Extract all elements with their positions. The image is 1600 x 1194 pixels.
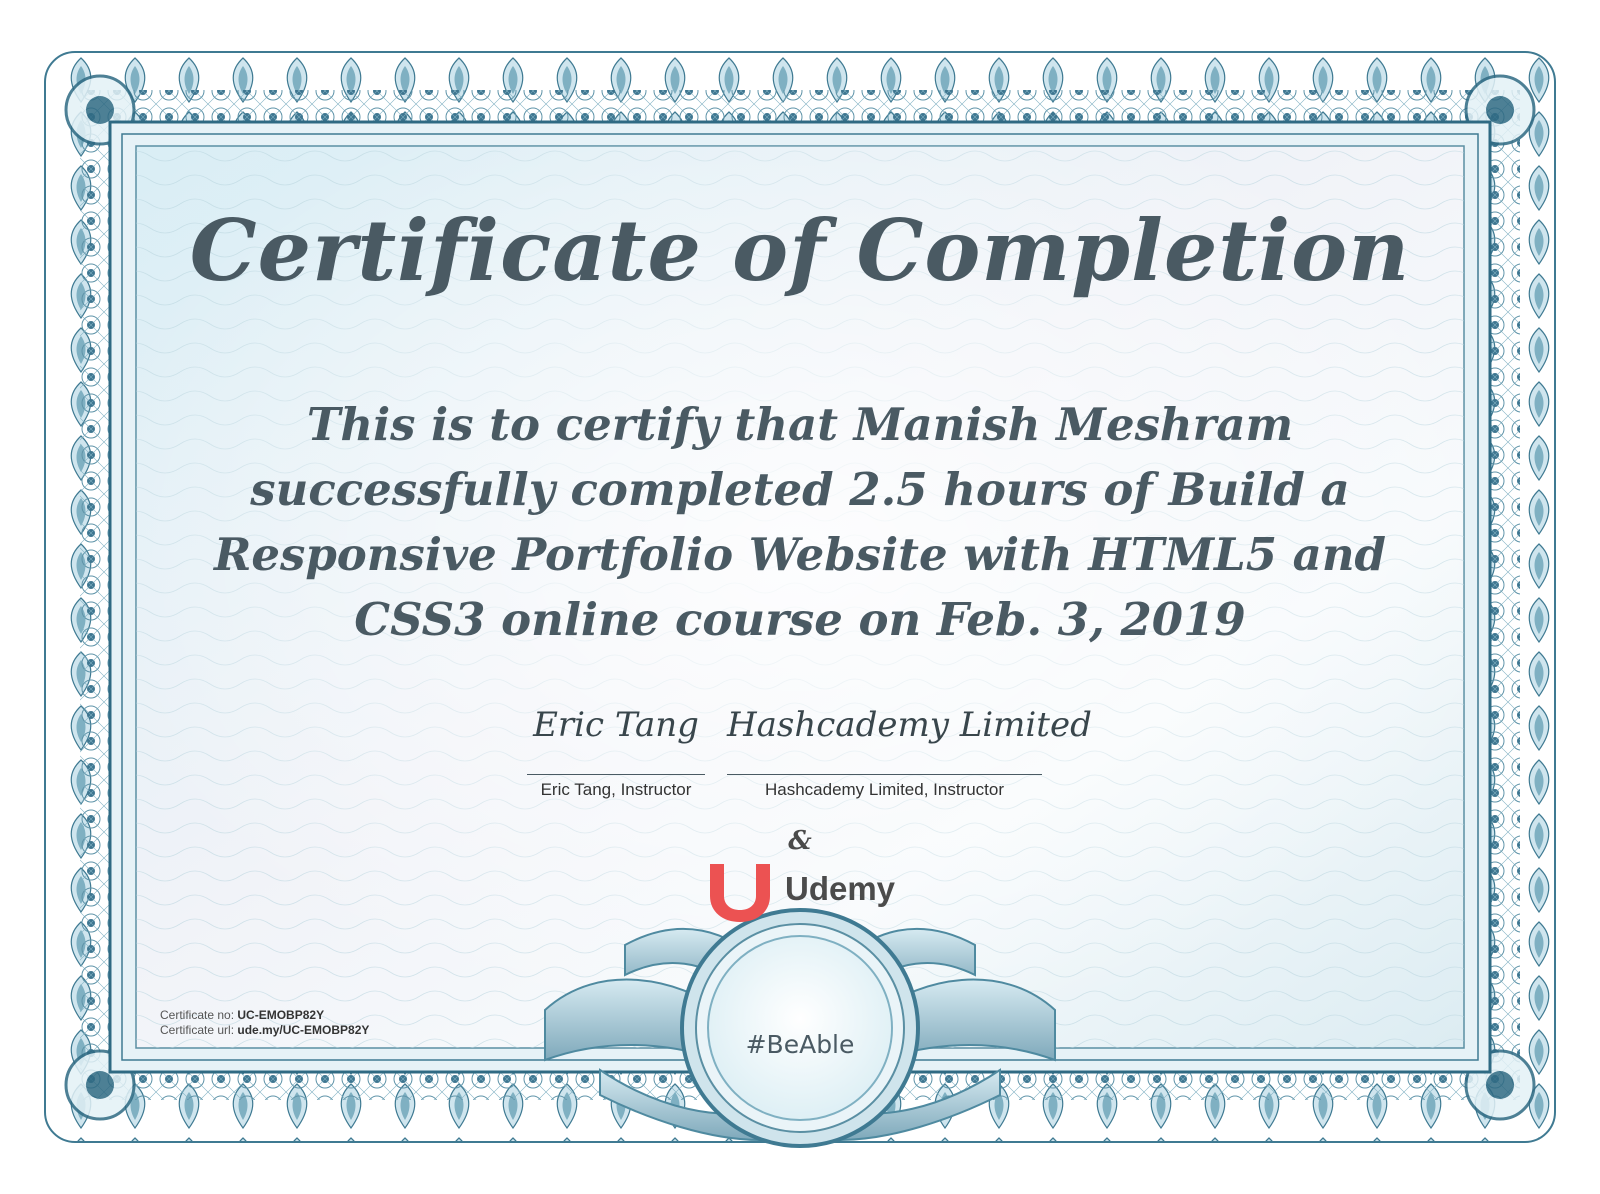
signature-hashcademy: Hashcademy Limited — [727, 705, 1092, 745]
signature-line — [727, 774, 1042, 775]
seal-hashtag: #BeAble — [745, 1030, 855, 1059]
signature-eric-tang: Eric Tang — [533, 705, 699, 745]
certificate-meta — [160, 1008, 369, 1038]
ampersand: & — [788, 826, 812, 856]
certificate-body: This is to certify that Manish Meshram successfully completed 2.5 hours of Build a Responsive Portfolio Website with HTML5 and CSS3 online course on Feb. 3, 2019 — [213, 398, 1387, 646]
signature-line — [527, 774, 705, 775]
certificate-title: Certificate of Completion — [189, 201, 1411, 300]
seal — [682, 910, 918, 1146]
signature-label-eric-tang: Eric Tang, Instructor — [540, 780, 692, 799]
signature-label-hashcademy: Hashcademy Limited, Instructor — [764, 780, 1005, 799]
certificate-number: Certificate no: UC-EMOBP82Y — [160, 1008, 325, 1022]
certificate-url[interactable]: Certificate url: ude.my/UC-EMOBP82Y — [160, 1023, 370, 1037]
udemy-wordmark: Udemy — [785, 870, 896, 907]
udemy-logo-icon — [704, 860, 776, 922]
